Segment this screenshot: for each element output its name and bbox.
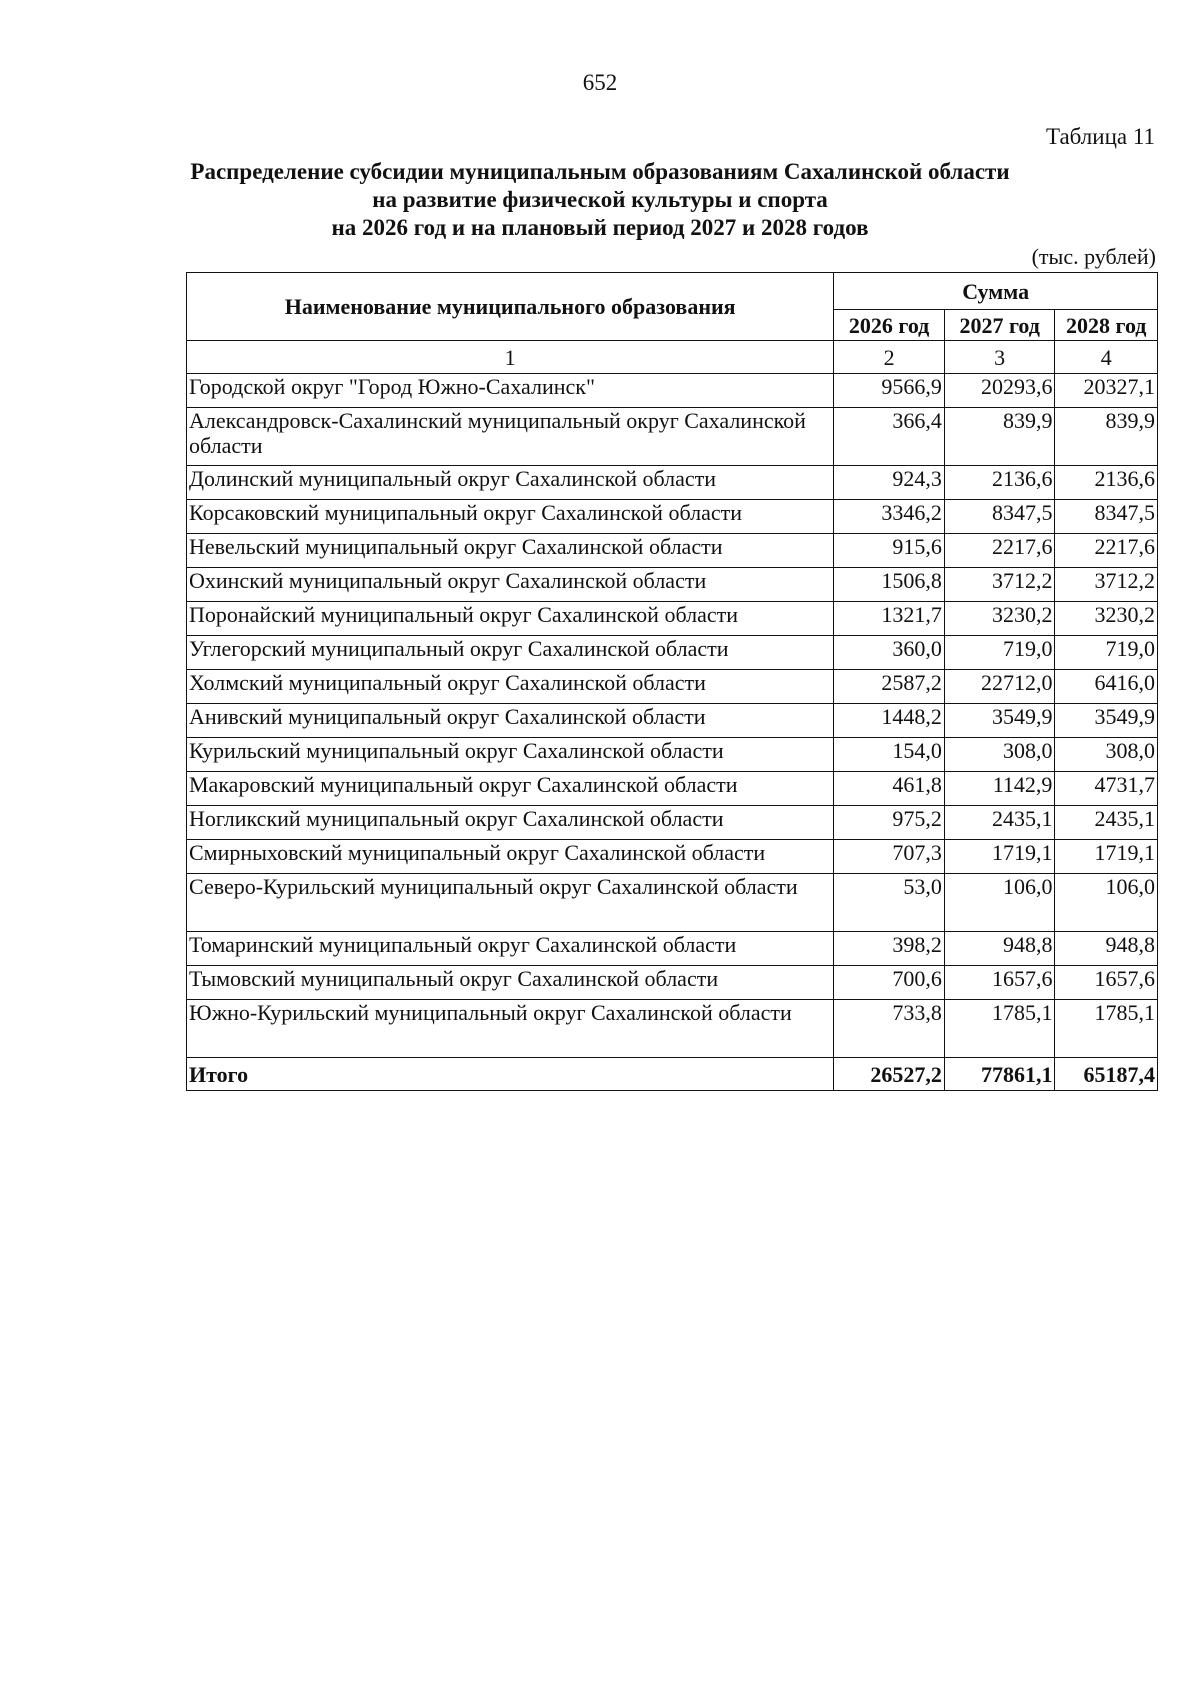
table-row [187, 534, 1158, 568]
value-2027: 2217,6 [944, 534, 1055, 568]
total-2026: 26527,2 [834, 1058, 945, 1091]
value-2028: 2136,6 [1055, 466, 1158, 500]
header-sum: Сумма [834, 273, 1158, 310]
table-label: Таблица 11 [1045, 124, 1155, 149]
municipality-name: Анивский муниципальный округ Сахалинской области [187, 704, 834, 738]
value-2028: 1719,1 [1055, 840, 1158, 874]
table-row [187, 500, 1158, 534]
value-2028: 106,0 [1055, 874, 1158, 932]
value-2027: 1657,6 [944, 966, 1055, 1000]
value-2027: 1719,1 [944, 840, 1055, 874]
value-2026: 2587,2 [834, 670, 945, 704]
title-line: Распределение субсидии муниципальным образованиям Сахалинской области [190, 159, 1010, 184]
value-2027: 1142,9 [944, 772, 1055, 806]
value-2026: 53,0 [834, 874, 945, 932]
column-number-row [187, 341, 1158, 374]
municipality-name: Холмский муниципальный округ Сахалинской области [187, 670, 834, 704]
municipality-name: Углегорский муниципальный округ Сахалинской области [187, 636, 834, 670]
municipality-name: Макаровский муниципальный округ Сахалинской области [187, 772, 834, 806]
value-2028: 2217,6 [1055, 534, 1158, 568]
column-number: 2 [834, 341, 945, 374]
table-row [187, 670, 1158, 704]
value-2026: 707,3 [834, 840, 945, 874]
value-2027: 948,8 [944, 932, 1055, 966]
table-row [187, 636, 1158, 670]
table-row [187, 408, 1158, 466]
header-name: Наименование муниципального образования [187, 273, 834, 341]
value-2026: 9566,9 [834, 374, 945, 408]
value-2028: 3230,2 [1055, 602, 1158, 636]
municipality-name: Томаринский муниципальный округ Сахалинской области [187, 932, 834, 966]
municipality-name: Долинский муниципальный округ Сахалинской области [187, 466, 834, 500]
table-row [187, 932, 1158, 966]
value-2026: 3346,2 [834, 500, 945, 534]
municipality-name: Северо-Курильский муниципальный округ Сахалинской области [187, 874, 834, 932]
municipality-name: Смирныховский муниципальный округ Сахалинской области [187, 840, 834, 874]
table-row [187, 704, 1158, 738]
total-2027: 77861,1 [944, 1058, 1055, 1091]
value-2028: 3549,9 [1055, 704, 1158, 738]
municipality-name: Городской округ "Город Южно-Сахалинск" [187, 374, 834, 408]
value-2028: 948,8 [1055, 932, 1158, 966]
title-line: на развитие физической культуры и спорта [372, 187, 828, 212]
value-2026: 1506,8 [834, 568, 945, 602]
total-label: Итого [187, 1058, 834, 1091]
municipality-name: Невельский муниципальный округ Сахалинской области [187, 534, 834, 568]
value-2026: 700,6 [834, 966, 945, 1000]
value-2028: 2435,1 [1055, 806, 1158, 840]
value-2027: 308,0 [944, 738, 1055, 772]
value-2026: 398,2 [834, 932, 945, 966]
value-2026: 1448,2 [834, 704, 945, 738]
table-row [187, 874, 1158, 932]
value-2026: 154,0 [834, 738, 945, 772]
document-title [0, 158, 1200, 242]
municipality-name: Александровск-Сахалинский муниципальный округ Сахалинской области [187, 408, 834, 466]
value-2028: 6416,0 [1055, 670, 1158, 704]
value-2026: 461,8 [834, 772, 945, 806]
value-2028: 308,0 [1055, 738, 1158, 772]
total-row [187, 1058, 1158, 1091]
value-2028: 1785,1 [1055, 1000, 1158, 1058]
header-year-2027: 2027 год [944, 310, 1055, 341]
value-2027: 3549,9 [944, 704, 1055, 738]
value-2027: 2136,6 [944, 466, 1055, 500]
value-2026: 915,6 [834, 534, 945, 568]
value-2028: 3712,2 [1055, 568, 1158, 602]
municipality-name: Охинский муниципальный округ Сахалинской области [187, 568, 834, 602]
municipality-name: Поронайский муниципальный округ Сахалинской области [187, 602, 834, 636]
municipality-name: Ногликский муниципальный округ Сахалинской области [187, 806, 834, 840]
table-row [187, 966, 1158, 1000]
value-2026: 360,0 [834, 636, 945, 670]
table-row [187, 466, 1158, 500]
total-2028: 65187,4 [1055, 1058, 1158, 1091]
table-row [187, 374, 1158, 408]
table-row [187, 840, 1158, 874]
title-line: на 2026 год и на плановый период 2027 и 2028 годов [331, 215, 869, 240]
value-2027: 106,0 [944, 874, 1055, 932]
table-row [187, 738, 1158, 772]
value-2026: 366,4 [834, 408, 945, 466]
value-2027: 2435,1 [944, 806, 1055, 840]
value-2027: 22712,0 [944, 670, 1055, 704]
column-number: 3 [944, 341, 1055, 374]
value-2027: 1785,1 [944, 1000, 1055, 1058]
value-2028: 8347,5 [1055, 500, 1158, 534]
column-number: 4 [1055, 341, 1158, 374]
value-2028: 839,9 [1055, 408, 1158, 466]
value-2027: 839,9 [944, 408, 1055, 466]
column-number: 1 [187, 341, 834, 374]
header-year-2026: 2026 год [834, 310, 945, 341]
value-2026: 975,2 [834, 806, 945, 840]
table-row [187, 602, 1158, 636]
value-2027: 20293,6 [944, 374, 1055, 408]
units-note: (тыс. рублей) [1031, 244, 1156, 269]
table-row [187, 568, 1158, 602]
table-row [187, 772, 1158, 806]
subsidy-table [186, 272, 1158, 1091]
value-2026: 733,8 [834, 1000, 945, 1058]
municipality-name: Курильский муниципальный округ Сахалинской области [187, 738, 834, 772]
municipality-name: Тымовский муниципальный округ Сахалинской области [187, 966, 834, 1000]
value-2027: 3712,2 [944, 568, 1055, 602]
value-2028: 719,0 [1055, 636, 1158, 670]
value-2028: 4731,7 [1055, 772, 1158, 806]
municipality-name: Южно-Курильский муниципальный округ Сахалинской области [187, 1000, 834, 1058]
value-2027: 8347,5 [944, 500, 1055, 534]
value-2028: 20327,1 [1055, 374, 1158, 408]
municipality-name: Корсаковский муниципальный округ Сахалинской области [187, 500, 834, 534]
value-2028: 1657,6 [1055, 966, 1158, 1000]
page-number: 652 [582, 70, 618, 95]
header-year-2028: 2028 год [1055, 310, 1158, 341]
table-row [187, 806, 1158, 840]
value-2026: 1321,7 [834, 602, 945, 636]
value-2027: 3230,2 [944, 602, 1055, 636]
table-row [187, 1000, 1158, 1058]
value-2026: 924,3 [834, 466, 945, 500]
value-2027: 719,0 [944, 636, 1055, 670]
